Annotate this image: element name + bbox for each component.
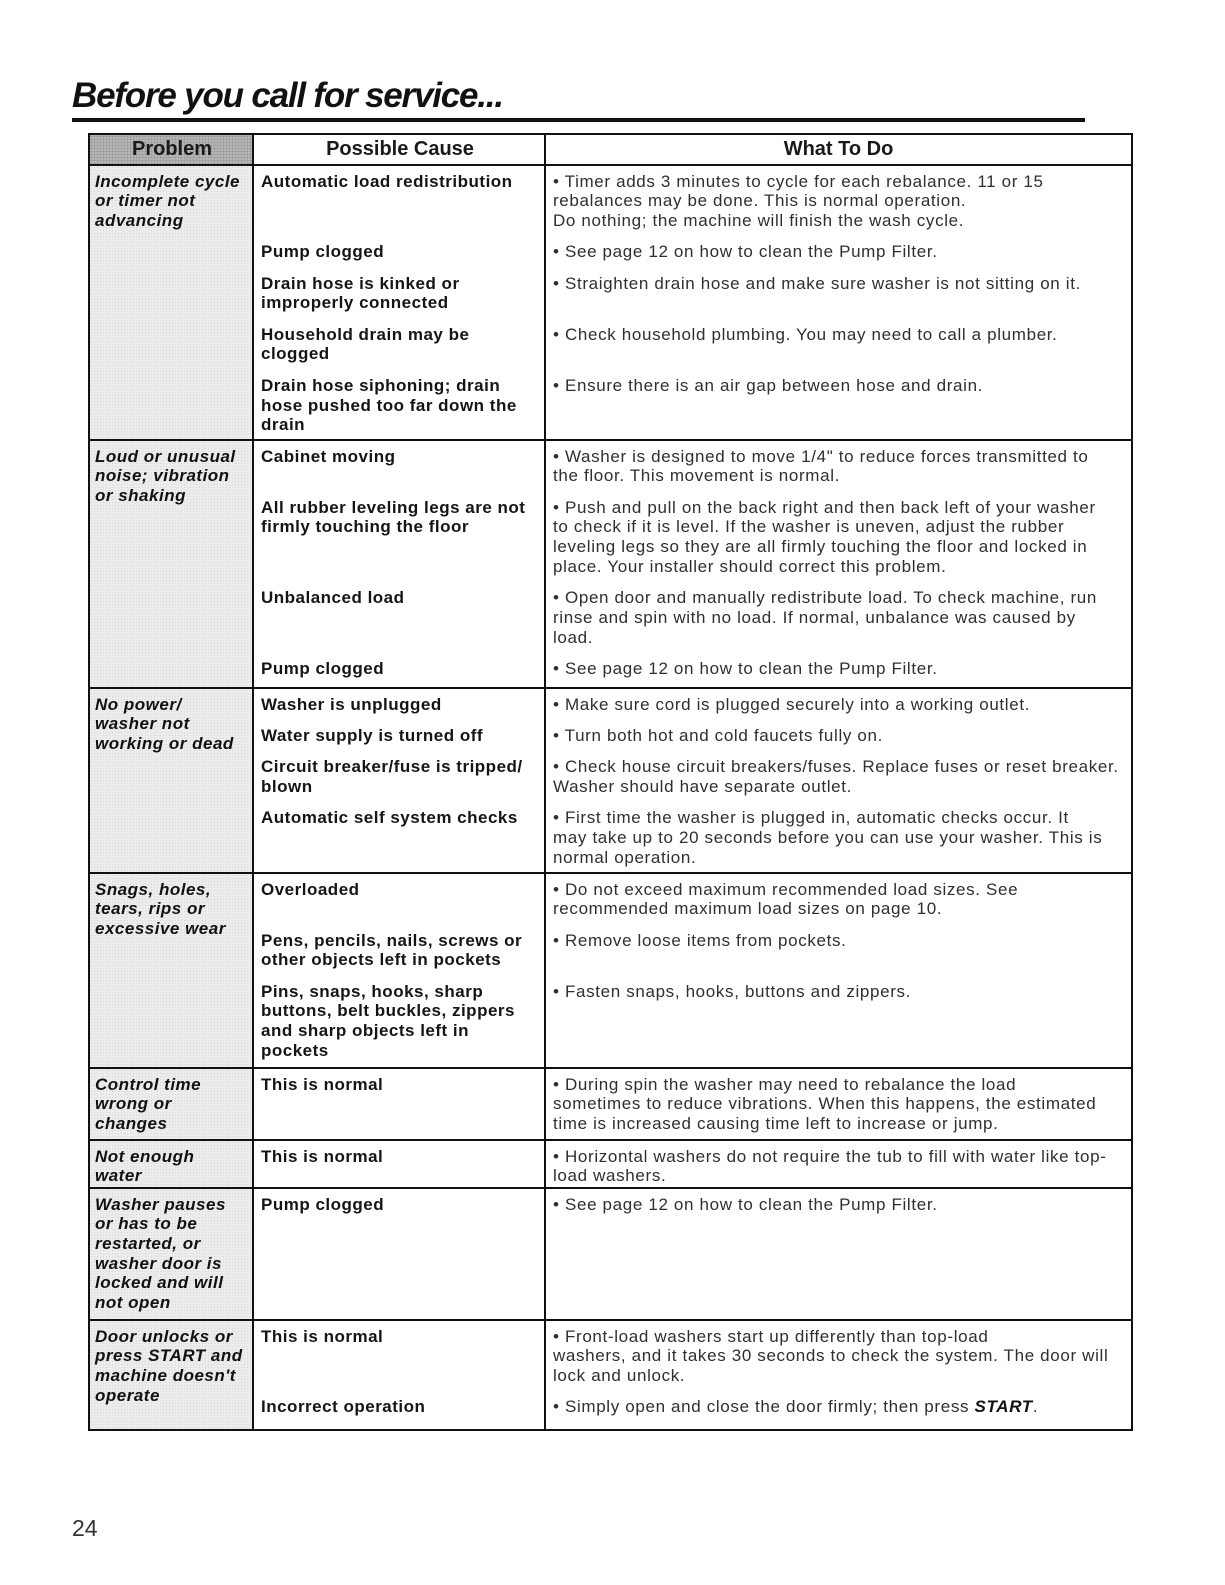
table-row — [90, 166, 1131, 441]
cause-action-pair — [254, 808, 1131, 867]
problem-cell: Loud or unusual noise; vibration or shaking — [90, 441, 254, 687]
what-to-do — [546, 659, 1131, 679]
what-to-do — [546, 1397, 1131, 1417]
header-problem: Problem — [90, 135, 254, 164]
what-to-do — [546, 242, 1131, 262]
action-text: • First time the washer is plugged in, automatic checks occur. It may take up to 20 seconds before you can use your washer. This is normal operation. — [553, 808, 1103, 867]
possible-cause: Pump clogged — [261, 1194, 385, 1214]
table-row — [90, 1321, 1131, 1429]
what-to-do — [546, 1195, 1131, 1215]
row-items — [254, 166, 1131, 439]
what-to-do — [546, 982, 1131, 1061]
possible-cause: Pump clogged — [261, 658, 385, 678]
action-text: • Ensure there is an air gap between hose and drain. — [553, 375, 984, 395]
problem-cell: Snags, holes, tears, rips or excessive wear — [90, 874, 254, 1067]
header-what-to-do: What To Do — [783, 138, 894, 160]
cause-action-pair — [254, 1075, 1131, 1134]
what-to-do — [546, 1327, 1131, 1386]
action-text: • Washer is designed to move 1/4" to reduce forces transmitted to the floor. This movement is normal. — [553, 446, 1089, 486]
table-row — [90, 1189, 1131, 1321]
header-possible-cause: Possible Cause — [326, 138, 474, 160]
action-text: • Remove loose items from pockets. — [553, 930, 847, 950]
row-items — [254, 1189, 1131, 1319]
possible-cause: This is normal — [261, 1146, 384, 1166]
cause-action-pair — [254, 325, 1131, 364]
action-suffix: . — [1032, 1397, 1039, 1417]
possible-cause: Pins, snaps, hooks, sharp buttons, belt buckles, zippers and sharp objects left in pockets — [261, 981, 515, 1060]
action-text: • Do not exceed maximum recommended load sizes. See recommended maximum load sizes on page 10. — [553, 879, 1019, 919]
what-to-do — [546, 274, 1131, 313]
row-items — [254, 1069, 1131, 1139]
possible-cause: Pens, pencils, nails, screws or other objects left in pockets — [261, 930, 523, 970]
cause-action-pair — [254, 659, 1131, 679]
cause-action-pair — [254, 695, 1131, 715]
cause-action-pair — [254, 1327, 1131, 1386]
cause-action-pair — [254, 757, 1131, 796]
row-items — [254, 689, 1131, 872]
possible-cause: Household drain may be clogged — [261, 324, 470, 364]
action-text: • Open door and manually redistribute load. To check machine, run rinse and spin with no load. If normal, unbalance was caused by load. — [553, 588, 1098, 647]
problem-cell: Washer pauses or has to be restarted, or washer door is locked and will not open — [90, 1189, 254, 1319]
row-items — [254, 874, 1131, 1067]
cause-action-pair — [254, 880, 1131, 919]
row-items — [254, 441, 1131, 687]
possible-cause: Pump clogged — [261, 242, 385, 262]
cause-action-pair — [254, 376, 1131, 435]
table-row — [90, 874, 1131, 1069]
cause-action-pair — [254, 1147, 1131, 1186]
action-emphasis: START — [974, 1397, 1033, 1417]
possible-cause: Water supply is turned off — [261, 725, 484, 745]
table-row — [90, 689, 1131, 874]
cause-action-pair — [254, 498, 1131, 577]
possible-cause: This is normal — [261, 1326, 384, 1346]
problem-cell: No power/ washer not working or dead — [90, 689, 254, 872]
what-to-do — [546, 931, 1131, 970]
cause-action-pair — [254, 982, 1131, 1061]
possible-cause: This is normal — [261, 1074, 384, 1094]
what-to-do — [546, 1075, 1131, 1134]
troubleshooting-table — [88, 133, 1133, 1431]
possible-cause: Drain hose siphoning; drain hose pushed too far down the drain — [261, 375, 517, 435]
title-rule — [72, 118, 1085, 122]
problem-cell: Incomplete cycle or timer not advancing — [90, 166, 254, 439]
what-to-do — [546, 880, 1131, 919]
cause-action-pair — [254, 172, 1131, 231]
what-to-do — [546, 376, 1131, 435]
table-row — [90, 1141, 1131, 1189]
possible-cause: Automatic load redistribution — [261, 171, 513, 191]
cause-action-pair — [254, 726, 1131, 746]
what-to-do — [546, 588, 1131, 647]
row-items — [254, 1321, 1131, 1429]
what-to-do — [546, 757, 1131, 796]
what-to-do — [546, 172, 1131, 231]
what-to-do — [546, 695, 1131, 715]
possible-cause: Cabinet moving — [261, 446, 396, 466]
possible-cause: Automatic self system checks — [261, 808, 518, 828]
problem-cell: Not enough water — [90, 1141, 254, 1187]
action-text: • Horizontal washers do not require the tub to fill with water like top- load washers. — [553, 1146, 1107, 1186]
action-text: • See page 12 on how to clean the Pump Filter. — [553, 242, 938, 262]
cause-action-pair — [254, 1397, 1131, 1417]
what-to-do — [546, 808, 1131, 867]
action-text: • Push and pull on the back right and then back left of your washer to check if it is level. If the washer is uneven, adjust the rubber leveling legs so they are all firmly touching the floor and locked in place. Your installer should correct this problem. — [553, 497, 1096, 576]
action-text: • Make sure cord is plugged securely into a working outlet. — [553, 694, 1031, 714]
what-to-do — [546, 325, 1131, 364]
cause-action-pair — [254, 274, 1131, 313]
cause-action-pair — [254, 1195, 1131, 1215]
action-text: • Straighten drain hose and make sure washer is not sitting on it. — [553, 273, 1081, 293]
column-divider — [252, 135, 254, 1429]
what-to-do — [546, 447, 1131, 486]
table-header-row — [90, 135, 1131, 166]
table-row — [90, 441, 1131, 689]
problem-cell: Control time wrong or changes — [90, 1069, 254, 1139]
table-row — [90, 1069, 1131, 1141]
possible-cause: Incorrect operation — [261, 1397, 426, 1417]
possible-cause: Drain hose is kinked or improperly connected — [261, 273, 460, 313]
action-text: • Simply open and close the door firmly; then press — [553, 1397, 975, 1417]
action-text: • See page 12 on how to clean the Pump Filter. — [553, 1194, 938, 1214]
what-to-do — [546, 1147, 1131, 1186]
column-divider — [544, 135, 546, 1429]
possible-cause: Circuit breaker/fuse is tripped/ blown — [261, 757, 523, 796]
row-items — [254, 1141, 1131, 1187]
possible-cause: Unbalanced load — [261, 588, 405, 608]
cause-action-pair — [254, 242, 1131, 262]
action-text: • See page 12 on how to clean the Pump Filter. — [553, 658, 938, 678]
cause-action-pair — [254, 931, 1131, 970]
action-text: • Turn both hot and cold faucets fully on. — [553, 725, 883, 745]
action-text: • Fasten snaps, hooks, buttons and zippers. — [553, 981, 912, 1001]
cause-action-pair — [254, 447, 1131, 486]
table-body — [90, 166, 1131, 1429]
action-text: • Front-load washers start up differently than top-load washers, and it takes 30 seconds to check the system. The door will lock and unlock. — [553, 1326, 1109, 1385]
page-number: 24 — [72, 1515, 98, 1541]
possible-cause: Washer is unplugged — [261, 694, 442, 714]
possible-cause: Overloaded — [261, 879, 360, 899]
action-text: • Check household plumbing. You may need to call a plumber. — [553, 324, 1058, 344]
action-text: • Timer adds 3 minutes to cycle for each rebalance. 11 or 15 rebalances may be done. This is normal operation. Do nothing; the machine will finish the wash cycle. — [553, 171, 1044, 230]
page-title: Before you call for service... — [72, 76, 503, 115]
problem-cell: Door unlocks or press START and machine doesn't operate — [90, 1321, 254, 1429]
what-to-do — [546, 498, 1131, 577]
action-text: • Check house circuit breakers/fuses. Replace fuses or reset breaker. Washer should have separate outlet. — [553, 757, 1119, 796]
possible-cause: All rubber leveling legs are not firmly touching the floor — [261, 497, 526, 537]
cause-action-pair — [254, 588, 1131, 647]
what-to-do — [546, 726, 1131, 746]
action-text: • During spin the washer may need to rebalance the load sometimes to reduce vibrations. When this happens, the estimated time is increased causing time left to increase or jump. — [553, 1074, 1097, 1133]
